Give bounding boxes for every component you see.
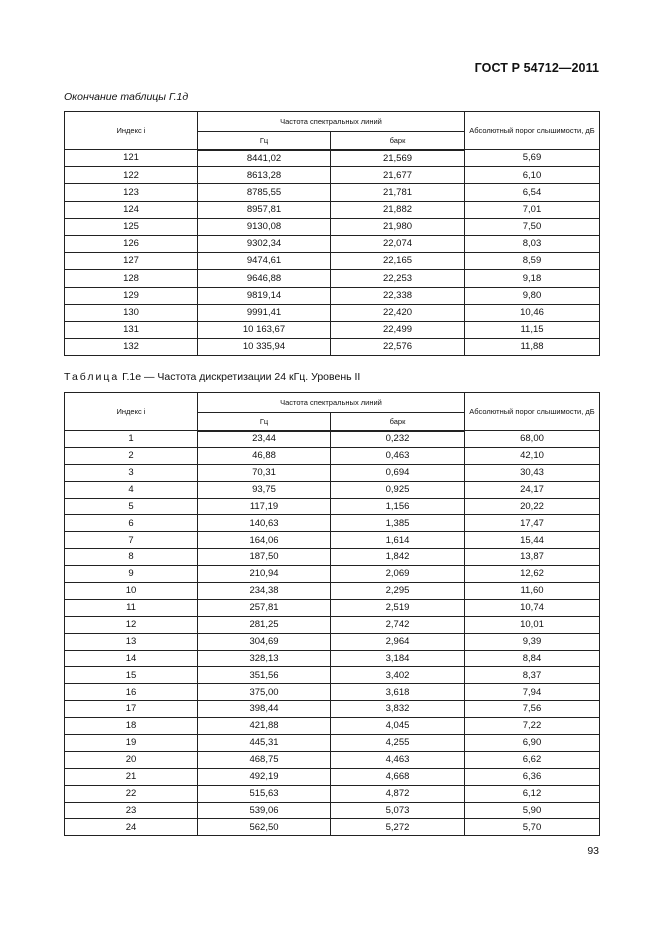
cell-threshold: 24,17 [465, 481, 600, 498]
cell-bark: 1,156 [331, 498, 465, 515]
cell-index: 4 [65, 481, 198, 498]
table-row [65, 270, 600, 287]
cell-threshold: 6,36 [465, 768, 600, 785]
table-row [65, 650, 600, 667]
cell-bark: 3,402 [331, 667, 465, 684]
cell-bark: 21,980 [331, 218, 465, 235]
table-row [65, 718, 600, 735]
table2-body [65, 431, 600, 836]
table2-header-index: Индекс i [65, 393, 198, 431]
cell-hz: 445,31 [198, 735, 331, 752]
cell-bark: 5,272 [331, 819, 465, 836]
table1-header-index: Индекс i [65, 112, 198, 150]
cell-index: 21 [65, 768, 198, 785]
table-row [65, 616, 600, 633]
cell-bark: 4,045 [331, 718, 465, 735]
cell-hz: 562,50 [198, 819, 331, 836]
cell-threshold: 8,37 [465, 667, 600, 684]
table2 [64, 392, 600, 836]
document-code: ГОСТ Р 54712—2011 [474, 61, 599, 75]
cell-index: 5 [65, 498, 198, 515]
cell-hz: 468,75 [198, 751, 331, 768]
cell-hz: 304,69 [198, 633, 331, 650]
table-row [65, 287, 600, 304]
cell-hz: 8957,81 [198, 201, 331, 218]
cell-bark: 22,338 [331, 287, 465, 304]
table-row [65, 167, 600, 184]
cell-bark: 4,872 [331, 785, 465, 802]
cell-index: 7 [65, 532, 198, 549]
cell-index: 1 [65, 431, 198, 448]
cell-threshold: 11,88 [465, 339, 600, 356]
cell-bark: 22,420 [331, 304, 465, 321]
cell-index: 131 [65, 321, 198, 338]
table-row [65, 481, 600, 498]
table-row [65, 785, 600, 802]
cell-index: 20 [65, 751, 198, 768]
table-row [65, 802, 600, 819]
cell-hz: 140,63 [198, 515, 331, 532]
cell-threshold: 10,74 [465, 599, 600, 616]
cell-index: 9 [65, 566, 198, 583]
cell-index: 15 [65, 667, 198, 684]
cell-index: 125 [65, 218, 198, 235]
cell-threshold: 8,84 [465, 650, 600, 667]
cell-threshold: 6,62 [465, 751, 600, 768]
cell-bark: 0,463 [331, 447, 465, 464]
cell-bark: 2,069 [331, 566, 465, 583]
table-row [65, 819, 600, 836]
cell-hz: 9819,14 [198, 287, 331, 304]
table-row [65, 235, 600, 252]
cell-hz: 187,50 [198, 549, 331, 566]
cell-index: 8 [65, 549, 198, 566]
cell-threshold: 6,54 [465, 184, 600, 201]
cell-index: 3 [65, 464, 198, 481]
cell-index: 18 [65, 718, 198, 735]
cell-hz: 281,25 [198, 616, 331, 633]
cell-threshold: 11,60 [465, 583, 600, 600]
cell-bark: 1,385 [331, 515, 465, 532]
cell-threshold: 10,46 [465, 304, 600, 321]
cell-bark: 3,184 [331, 650, 465, 667]
cell-threshold: 6,12 [465, 785, 600, 802]
table-row [65, 218, 600, 235]
cell-threshold: 42,10 [465, 447, 600, 464]
table-row [65, 498, 600, 515]
cell-hz: 8613,28 [198, 167, 331, 184]
cell-hz: 93,75 [198, 481, 331, 498]
table1-caption: Окончание таблицы Г.1д [64, 91, 189, 103]
cell-bark: 21,677 [331, 167, 465, 184]
cell-hz: 210,94 [198, 566, 331, 583]
table1 [64, 111, 600, 356]
cell-threshold: 5,70 [465, 819, 600, 836]
table2-header-threshold: Абсолютный порог слышимости, дБ [465, 393, 600, 431]
cell-threshold: 12,62 [465, 566, 600, 583]
table-row [65, 566, 600, 583]
cell-threshold: 7,22 [465, 718, 600, 735]
cell-threshold: 68,00 [465, 431, 600, 448]
cell-hz: 117,19 [198, 498, 331, 515]
cell-index: 124 [65, 201, 198, 218]
table-row [65, 321, 600, 338]
cell-threshold: 9,18 [465, 270, 600, 287]
cell-threshold: 5,90 [465, 802, 600, 819]
cell-hz: 164,06 [198, 532, 331, 549]
cell-threshold: 13,87 [465, 549, 600, 566]
cell-hz: 398,44 [198, 701, 331, 718]
cell-index: 6 [65, 515, 198, 532]
cell-threshold: 30,43 [465, 464, 600, 481]
cell-index: 2 [65, 447, 198, 464]
table-row [65, 201, 600, 218]
cell-index: 13 [65, 633, 198, 650]
cell-threshold: 8,59 [465, 253, 600, 270]
cell-bark: 0,925 [331, 481, 465, 498]
cell-bark: 2,964 [331, 633, 465, 650]
cell-hz: 10 163,67 [198, 321, 331, 338]
cell-threshold: 20,22 [465, 498, 600, 515]
table-row [65, 667, 600, 684]
cell-index: 121 [65, 150, 198, 167]
cell-threshold: 9,39 [465, 633, 600, 650]
cell-index: 127 [65, 253, 198, 270]
cell-hz: 328,13 [198, 650, 331, 667]
cell-hz: 234,38 [198, 583, 331, 600]
cell-bark: 21,781 [331, 184, 465, 201]
cell-bark: 2,742 [331, 616, 465, 633]
table2-header-freq-group: Частота спектральных линий [198, 393, 465, 413]
cell-hz: 9646,88 [198, 270, 331, 287]
cell-threshold: 11,15 [465, 321, 600, 338]
cell-threshold: 8,03 [465, 235, 600, 252]
cell-threshold: 17,47 [465, 515, 600, 532]
cell-bark: 21,569 [331, 150, 465, 167]
cell-bark: 3,832 [331, 701, 465, 718]
cell-bark: 22,074 [331, 235, 465, 252]
cell-bark: 0,694 [331, 464, 465, 481]
cell-index: 14 [65, 650, 198, 667]
cell-bark: 2,519 [331, 599, 465, 616]
cell-index: 24 [65, 819, 198, 836]
cell-bark: 1,842 [331, 549, 465, 566]
page-number: 93 [587, 845, 599, 857]
table-row [65, 751, 600, 768]
table-row [65, 253, 600, 270]
table-row [65, 599, 600, 616]
cell-bark: 22,576 [331, 339, 465, 356]
table-row [65, 431, 600, 448]
table1-header-freq-group: Частота спектральных линий [198, 112, 465, 132]
cell-threshold: 7,50 [465, 218, 600, 235]
table2-caption-text: Г.1е — Частота дискретизации 24 кГц. Уровень II [122, 371, 361, 383]
table-row [65, 684, 600, 701]
cell-hz: 8441,02 [198, 150, 331, 167]
cell-threshold: 5,69 [465, 150, 600, 167]
cell-threshold: 15,44 [465, 532, 600, 549]
table1-header-hz: Гц [198, 132, 331, 150]
cell-index: 12 [65, 616, 198, 633]
cell-hz: 257,81 [198, 599, 331, 616]
cell-index: 129 [65, 287, 198, 304]
table1-body [65, 150, 600, 356]
cell-bark: 22,253 [331, 270, 465, 287]
table1-header-threshold: Абсолютный порог слышимости, дБ [465, 112, 600, 150]
table1-header-bark: барк [331, 132, 465, 150]
cell-bark: 21,882 [331, 201, 465, 218]
table-row [65, 184, 600, 201]
table-row [65, 304, 600, 321]
cell-bark: 3,618 [331, 684, 465, 701]
cell-index: 123 [65, 184, 198, 201]
cell-bark: 22,499 [331, 321, 465, 338]
cell-threshold: 6,90 [465, 735, 600, 752]
cell-bark: 2,295 [331, 583, 465, 600]
cell-hz: 539,06 [198, 802, 331, 819]
cell-hz: 9474,61 [198, 253, 331, 270]
cell-hz: 515,63 [198, 785, 331, 802]
table-row [65, 339, 600, 356]
cell-bark: 4,668 [331, 768, 465, 785]
cell-bark: 22,165 [331, 253, 465, 270]
cell-bark: 4,255 [331, 735, 465, 752]
cell-index: 128 [65, 270, 198, 287]
cell-index: 132 [65, 339, 198, 356]
table2-header-bark: барк [331, 413, 465, 431]
table-row [65, 701, 600, 718]
table2-header-hz: Гц [198, 413, 331, 431]
cell-index: 17 [65, 701, 198, 718]
table-row [65, 532, 600, 549]
table-row [65, 768, 600, 785]
table-row [65, 464, 600, 481]
cell-index: 122 [65, 167, 198, 184]
table-row [65, 447, 600, 464]
cell-hz: 23,44 [198, 431, 331, 448]
cell-bark: 1,614 [331, 532, 465, 549]
cell-threshold: 7,56 [465, 701, 600, 718]
cell-hz: 46,88 [198, 447, 331, 464]
cell-index: 126 [65, 235, 198, 252]
cell-hz: 10 335,94 [198, 339, 331, 356]
cell-threshold: 7,01 [465, 201, 600, 218]
cell-bark: 0,232 [331, 431, 465, 448]
cell-hz: 351,56 [198, 667, 331, 684]
table2-caption-label: Таблица [64, 371, 120, 383]
table-row [65, 549, 600, 566]
table-row [65, 583, 600, 600]
cell-bark: 5,073 [331, 802, 465, 819]
cell-hz: 9991,41 [198, 304, 331, 321]
cell-hz: 8785,55 [198, 184, 331, 201]
table-row [65, 515, 600, 532]
table2-caption [64, 371, 360, 383]
cell-threshold: 9,80 [465, 287, 600, 304]
table-row [65, 150, 600, 167]
cell-index: 19 [65, 735, 198, 752]
cell-hz: 375,00 [198, 684, 331, 701]
cell-index: 130 [65, 304, 198, 321]
cell-hz: 421,88 [198, 718, 331, 735]
cell-index: 16 [65, 684, 198, 701]
cell-threshold: 6,10 [465, 167, 600, 184]
cell-index: 22 [65, 785, 198, 802]
table-row [65, 633, 600, 650]
cell-hz: 9130,08 [198, 218, 331, 235]
cell-bark: 4,463 [331, 751, 465, 768]
table-row [65, 735, 600, 752]
cell-index: 23 [65, 802, 198, 819]
cell-index: 11 [65, 599, 198, 616]
cell-threshold: 10,01 [465, 616, 600, 633]
cell-hz: 492,19 [198, 768, 331, 785]
cell-index: 10 [65, 583, 198, 600]
cell-threshold: 7,94 [465, 684, 600, 701]
cell-hz: 9302,34 [198, 235, 331, 252]
cell-hz: 70,31 [198, 464, 331, 481]
